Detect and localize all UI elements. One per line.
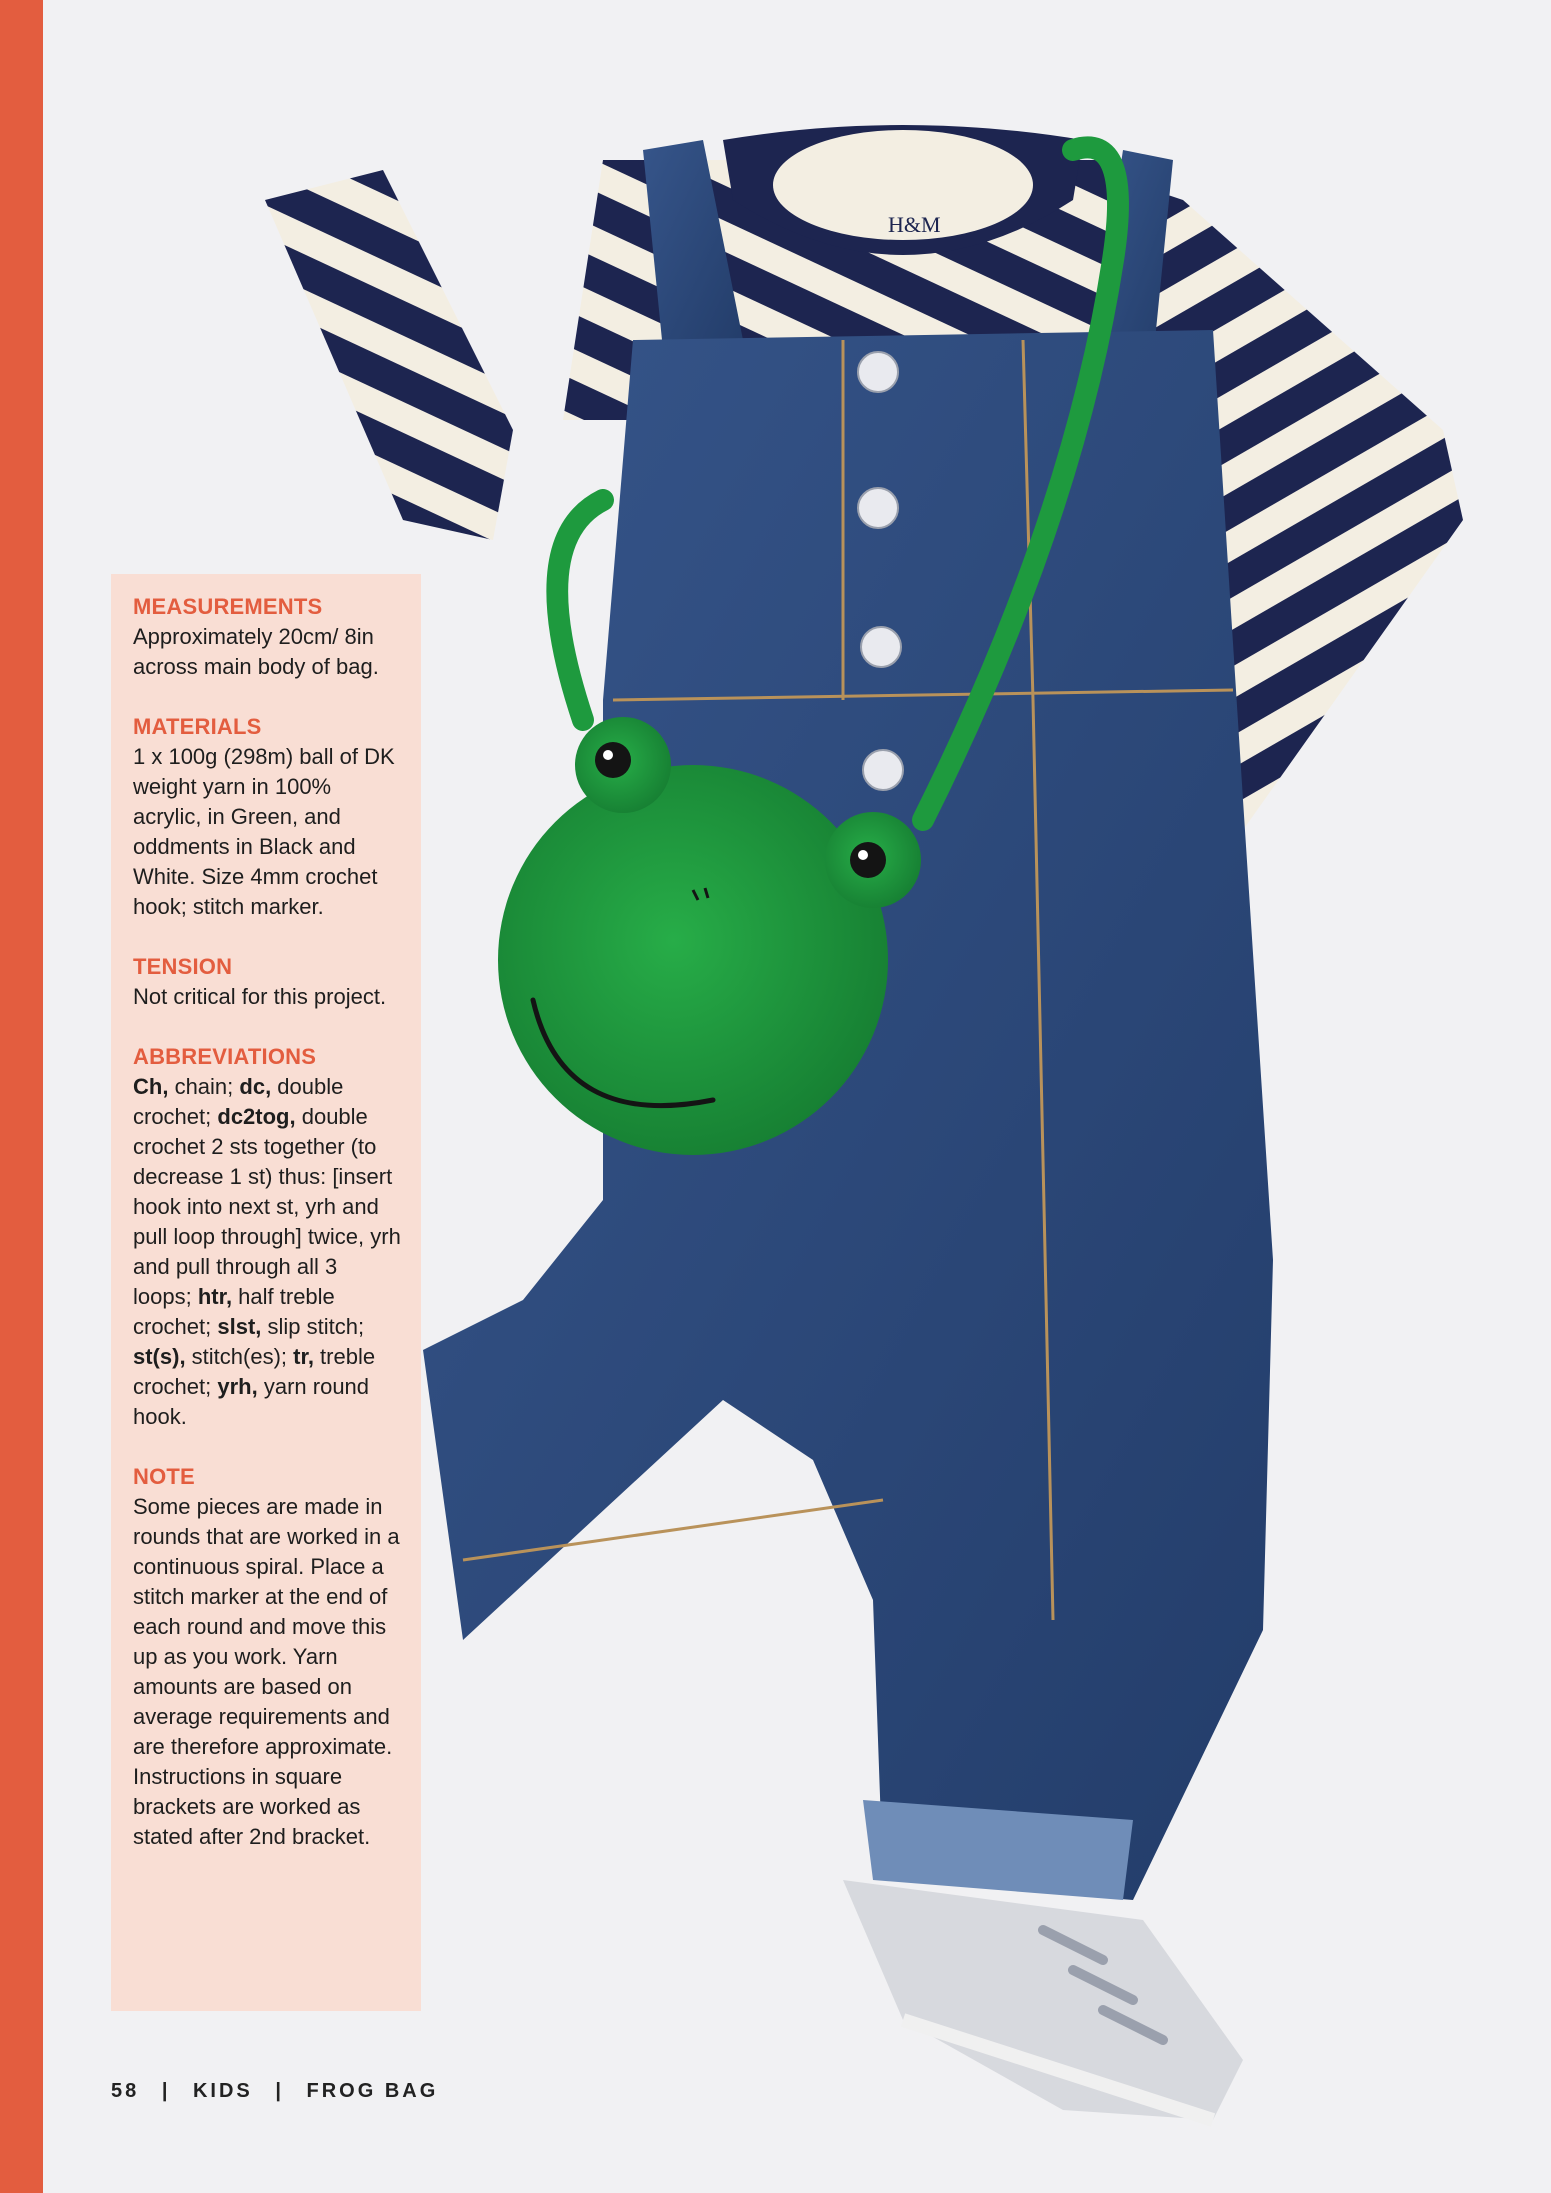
tension-heading: TENSION [133,954,233,979]
abbr-term: st(s), [133,1344,186,1369]
measurements-text: Approximately 20cm/ 8in across main body of bag. [133,624,379,679]
left-sleeve [265,170,513,540]
shirt-brand-label: H&M [888,212,941,237]
abbr-term: yrh, [217,1374,258,1399]
tension-text: Not critical for this project. [133,984,387,1009]
abbr-term: tr, [293,1344,314,1369]
materials-section [133,712,401,922]
note-text: Some pieces are made in rounds that are worked in a continuous spiral. Place a stitch marker at the end of each round and move this up as you work. Yarn amounts are based on average requirements and are therefore approximate. Instructions in square brackets are worked as stated after 2nd bracket. [133,1494,400,1849]
accent-edge-bar [0,0,43,2193]
abbreviations-text [133,1072,401,1432]
materials-heading: MATERIALS [133,714,262,739]
abbr-def: double crochet 2 sts together (to decrease 1 st) thus: [insert hook into next st, yrh and pull loop through] twice, yrh and pull through all 3 loops; [133,1104,401,1309]
abbr-def: slip stitch; [261,1314,365,1339]
abbr-def: chain; [168,1074,240,1099]
abbr-term: dc, [239,1074,272,1099]
tension-section [133,952,401,1012]
pattern-info-panel [111,574,421,2011]
abbr-def: double crochet; [133,1074,344,1129]
footer-section: KIDS [192,2080,253,2102]
materials-text: 1 x 100g (298m) ball of DK weight yarn in 100% acrylic, in Green, and oddments in Black and White. Size 4mm crochet hook; stitch marker. [133,744,395,919]
measurements-section [133,592,401,682]
footer-separator: | [161,2080,171,2102]
footer-separator: | [275,2080,284,2102]
page-number: 58 [111,2080,140,2102]
note-section [133,1462,401,1852]
abbr-term: slst, [217,1314,262,1339]
abbr-def: stitch(es); [185,1344,294,1369]
page-footer [111,2080,452,2103]
abbr-def: treble crochet; [133,1344,376,1399]
measurements-heading: MEASUREMENTS [133,594,323,619]
abbr-term: Ch, [133,1074,169,1099]
abbr-term: dc2tog, [217,1104,296,1129]
abbr-term: htr, [197,1284,233,1309]
silver-sneaker [843,1880,1243,2120]
abbreviations-heading: ABBREVIATIONS [133,1044,317,1069]
abbr-def: yarn round hook. [133,1374,370,1429]
abbr-def: half treble crochet; [133,1284,335,1339]
footer-title: FROG BAG [306,2080,439,2102]
note-heading: NOTE [133,1464,195,1489]
abbreviations-section [133,1042,401,1432]
